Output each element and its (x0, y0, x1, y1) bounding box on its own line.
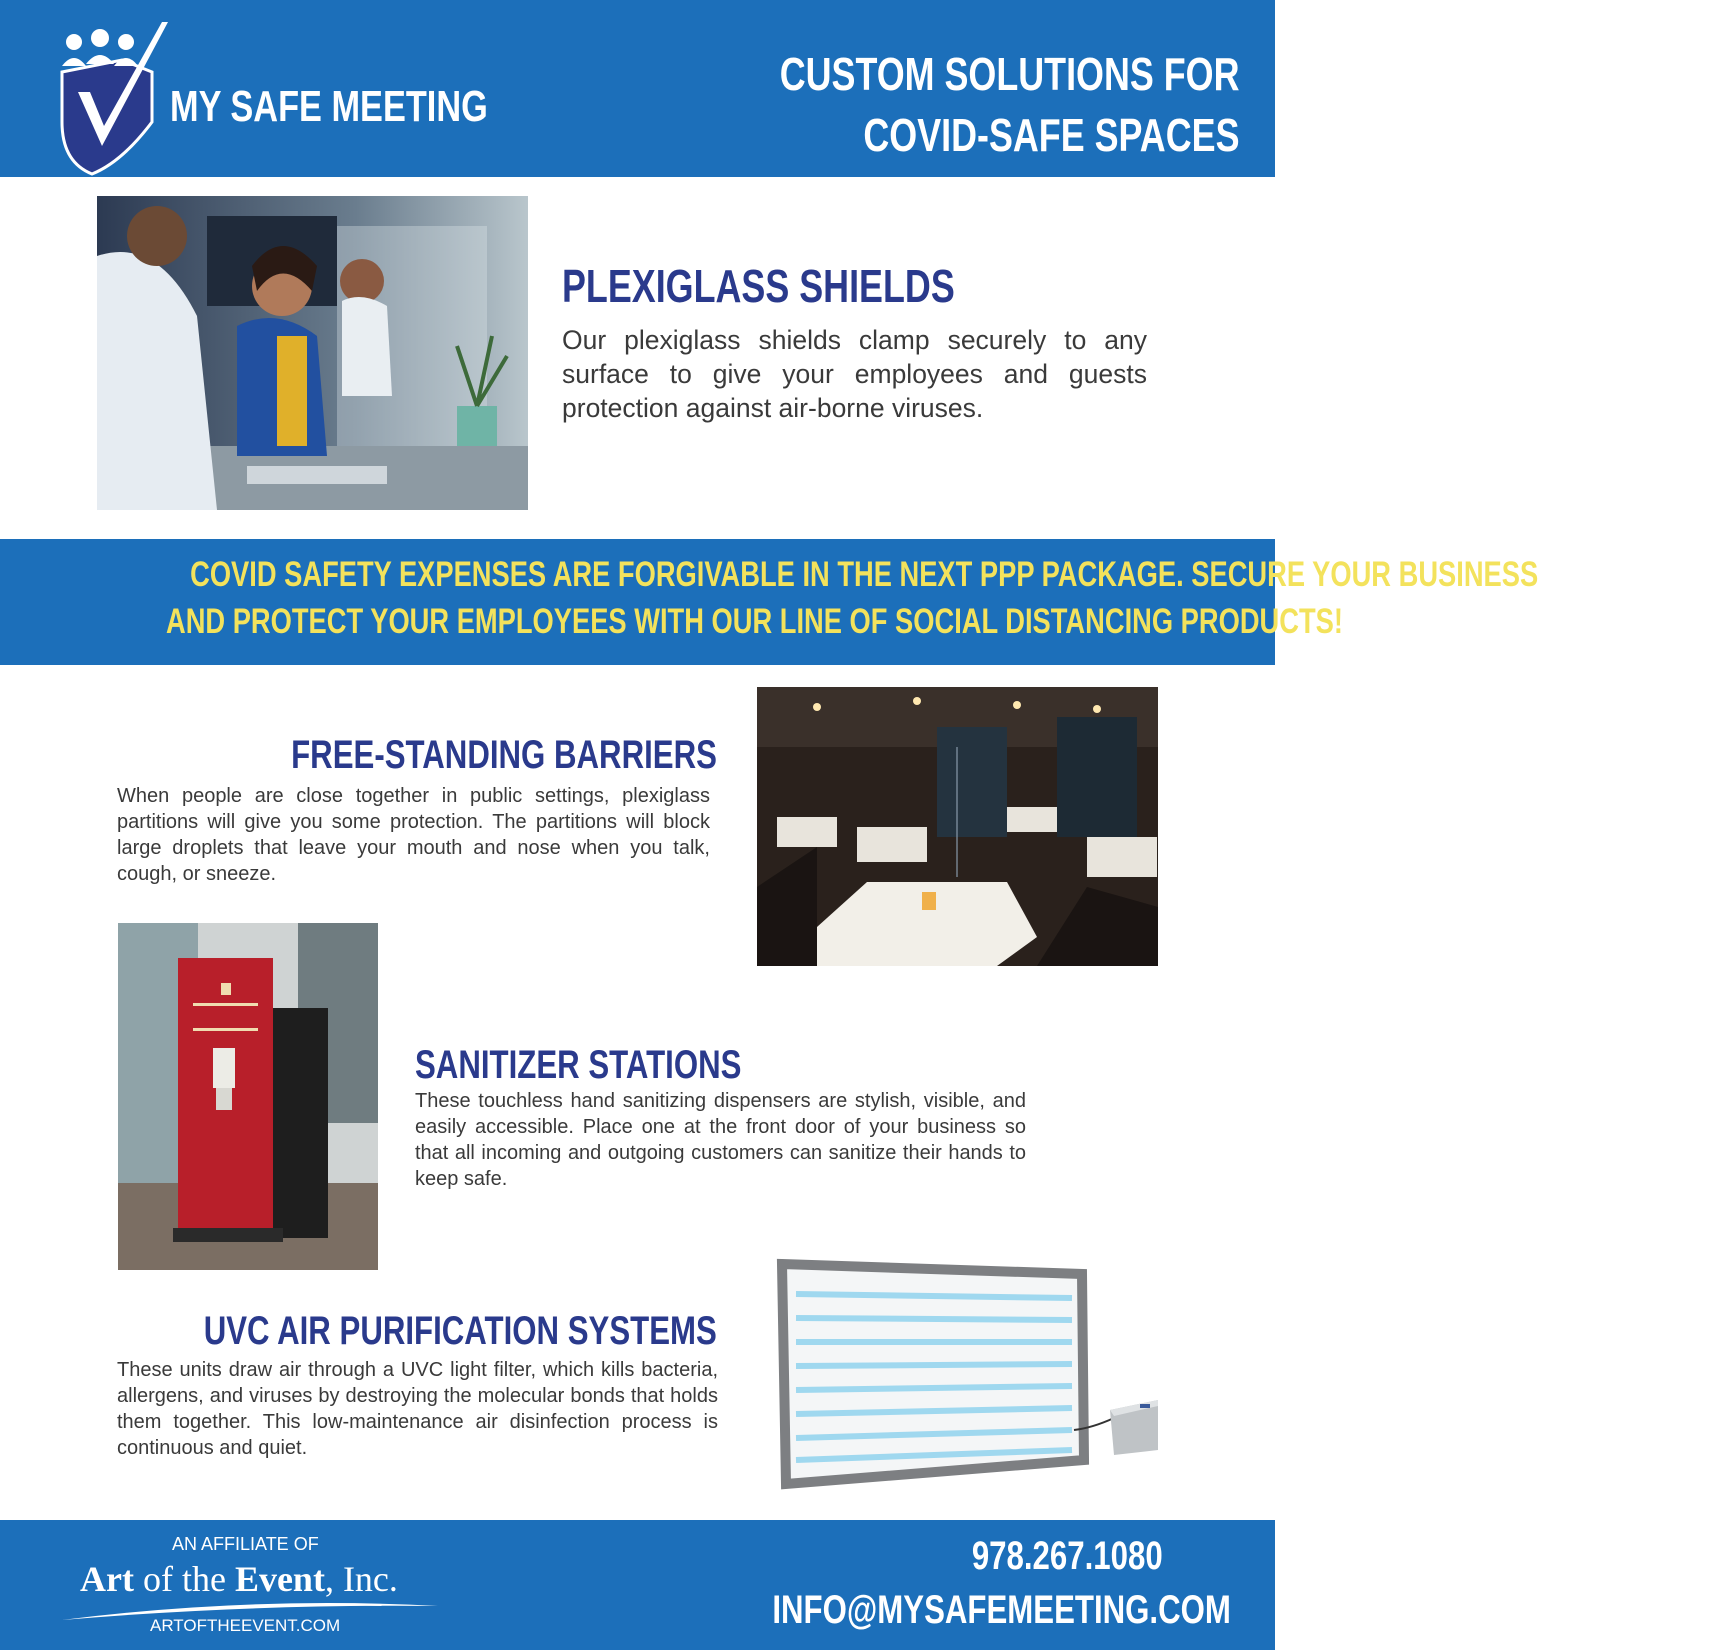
tagline-line-1: CUSTOM SOLUTIONS FOR (779, 48, 1239, 100)
barriers-body: When people are close together in public settings, plexiglass partitions will give you some protection. The partitions will block large droplets that leave your mouth and nose when you talk, cough, or sneeze. (117, 785, 710, 885)
affiliate-name-event: Event (234, 1559, 325, 1599)
phone-number[interactable]: 978.267.1080 (972, 1534, 1163, 1578)
email-link[interactable]: INFO@MYSAFEMEETING.COM (772, 1588, 1231, 1632)
affiliate-name-of-the: of the (133, 1559, 235, 1599)
uvc-title: UVC AIR PURIFICATION SYSTEMS (203, 1309, 717, 1353)
brand-name: MY SAFE MEETING (170, 82, 488, 131)
uvc-body: These units draw air through a UVC light filter, which kills bacteria, allergens, and viruses by destroying the molecular bonds that holds them together. This low-maintenance air disinfection process is continuous and quiet. (117, 1359, 718, 1459)
barriers-title: FREE-STANDING BARRIERS (291, 733, 717, 777)
uvc-panel-photo (774, 1260, 1158, 1512)
plexiglass-title: PLEXIGLASS SHIELDS (562, 260, 955, 312)
affiliate-label: AN AFFILIATE OF (172, 1534, 319, 1554)
affiliate-name-art: Art (80, 1559, 134, 1599)
plexiglass-body: Our plexiglass shields clamp securely to any surface to give your employees and guests protection against air-borne viruses. (562, 325, 1147, 423)
office-plexiglass-photo (97, 196, 528, 510)
header-bar (0, 0, 1275, 177)
sanitizer-title: SANITIZER STATIONS (415, 1043, 742, 1087)
banner-line-1: COVID SAFETY EXPENSES ARE FORGIVABLE IN THE NEXT PPP PACKAGE. SECURE YOUR BUSINESS (190, 555, 1539, 594)
sanitizer-body: These touchless hand sanitizing dispensers are stylish, visible, and easily accessible. Place one at the front door of your business so that all incoming and outgoing customers can sanitize their hands to keep safe. (415, 1090, 1026, 1190)
sanitizer-station-photo (118, 923, 378, 1270)
banner-line-2: AND PROTECT YOUR EMPLOYEES WITH OUR LINE OF SOCIAL DISTANCING PRODUCTS! (165, 602, 1343, 641)
affiliate-logo-name (80, 1558, 398, 1600)
header-tagline (650, 44, 1240, 166)
tagline-line-2: COVID-SAFE SPACES (862, 109, 1239, 161)
affiliate-url-link[interactable]: ARTOFTHEEVENT.COM (150, 1616, 341, 1635)
affiliate-name-inc: , Inc. (324, 1559, 398, 1599)
restaurant-barriers-photo (757, 687, 1158, 966)
ppp-banner (0, 539, 1539, 665)
footer-bar (0, 1520, 1275, 1650)
